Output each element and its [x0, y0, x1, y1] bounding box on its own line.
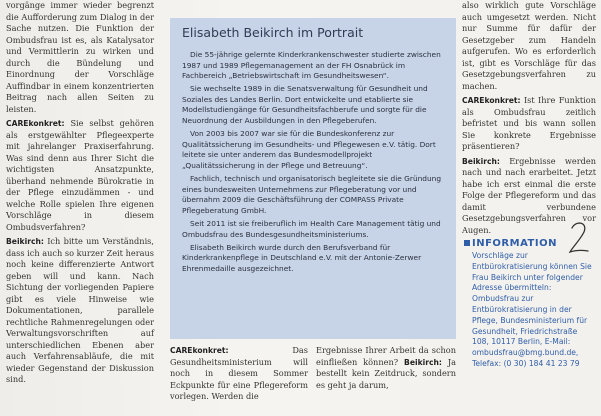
portrait-body [182, 50, 446, 277]
info-bullet-icon [464, 240, 470, 246]
interview-answer-1 [6, 236, 154, 386]
bottom-column-2 [316, 345, 456, 391]
question-label: CAREkonkret: [6, 119, 65, 128]
answer-label: Beikirch: [462, 156, 500, 166]
answer-text: Ich bitte um Verständnis, dass ich auch so kurzer Zeit heraus noch keine differenzierte Antwort geben will und kann. Nach Sichtung der vorliegenden Papiere gibt es viele Hinweise wie Dokumentationen, parallele rechtliche Rahmenregelungen oder Verwaltungsvorschriften auf unterschiedlichen Ebenen aber auch Verfahrensabläufe, die mit wieder Gegenstand der Diskussion sind. [6, 236, 154, 384]
left-column [6, 0, 154, 416]
right-paragraph-1: also wirklich gute Vorschläge auch umgesetzt werden. Nicht nur Summe für dafür der Gesetzgeber zum Handeln aufgerufen. Wo es erforderlich ist, gibt es Vorschläge für das Gesetzgebungsverfahren zu machen. [462, 0, 596, 91]
question-text: Das Gesundheitsministerium will noch in diesem Sommer Eckpunkte für eine Pflegereform vorlegen. Werden die [170, 345, 308, 401]
interview-question-1 [6, 118, 154, 233]
question-text: Sie selbst gehören als erstgewählter Pflegeexperte mit jahrelanger Praxiserfahrung. Was sind denn aus Ihrer Sicht die wichtigsten Ansatzpunkte, überhand nehmende Bürokratie in der Pflege einzudämmen - und welche Rolle spielen Ihre eigenen Vorschläge in diesem Ombudsverfahren? [6, 118, 154, 232]
portrait-paragraph: Elisabeth Beikirch wurde durch den Berufsverband für Kinderkrankenpflege in Deutschland e.V. mit der Antonie-Zerwer Ehrenmedaille ausgezeichnet. [182, 242, 422, 273]
information-text: Vorschläge zur Entbürokratisierung können Sie Frau Beikirch unter folgender Adresse übermitteln: Ombudsfrau zur Entbürokratisierung in der Pflege, Bundesministerium für Gesundheit, Friedrichstraße 108, 10117 Berlin, E-Mail: ombudsfrau@bmg.bund.de, Telefax: (0 30) 184 41 23 79 [472, 251, 592, 368]
question-text: Ist Ihre Funktion als Ombudsfrau zeitlich befristet und bis wann sollen Sie konkrete Ergebnisse präsentieren? [462, 95, 596, 151]
portrait-paragraph: Von 2003 bis 2007 war sie für die Bundeskonferenz zur Qualitätssicherung im Gesundheits- und Pflegewesen e.V. tätig. Dort leitete sie unter anderem das Bundesmodellprojekt „Qualitätssicherung in der Pflege und Betreuung“. [182, 129, 436, 170]
information-title: INFORMATION [472, 238, 557, 249]
left-paragraph-1: vorgänge immer wieder begrenzt die Aufforderung zum Dialog in der Sache nutzen. Die Funktion der Ombudsfrau ist es, als Katalysator und Vermittlerin zu wirken und durch die Bündelung und Einordnung der Vorschläge Auffindbar in einem konzentrierten Beitrag nach allen Seiten zu leisten. [6, 0, 154, 114]
portrait-paragraph: Fachlich, technisch und organisatorisch begleitete sie die Gründung eines bundesweiten Unternehmens zur Pflegeberatung vor und übernahm 2009 die Geschäftsführung der COMPASS Private Pflegeberatung GmbH. [182, 174, 442, 215]
answer-text: Ergebnisse werden nach und nach erarbeitet. Jetzt habe ich erst einmal die erste Folge der Pflegereform und das damit verbundene Gesetzgebungsverfahren vor Augen. [462, 155, 596, 235]
information-box [472, 238, 596, 370]
bottom-column-1 [170, 345, 308, 403]
question-label: CAREkonkret: [170, 346, 229, 355]
portrait-paragraph: Die 55-jährige gelernte Kinderkrankenschwester studierte zwischen 1987 und 1989 Pflegemanagement an der FH Osnabrück im Fachbereich „Betriebswirtschaft im Gesundheitswesen“. [182, 50, 441, 81]
answer-label: Beikirch: [6, 237, 44, 246]
portrait-box [170, 18, 456, 339]
portrait-title: Elisabeth Beikirch im Portrait [182, 25, 364, 40]
answer-label: Beikirch: [404, 357, 442, 367]
answer-text: Ja bestellt kein Zeitdruck, sondern es geht ja darum, [316, 356, 457, 390]
interview-question-2 [462, 95, 596, 153]
portrait-paragraph: Sie wechselte 1989 in die Senatsverwaltung für Gesundheit und Soziales des Landes Berlin. Dort entwickelte und etablierte sie Modellstudiengänge für Gesundheitsfachberufe und sorgte für die Neuordnung der Ausbildungen in den Pflegeberufen. [182, 84, 428, 126]
question-label: CAREkonkret: [462, 96, 521, 105]
question-text-continued: Ergebnisse Ihrer Arbeit da schon einfließen können? [316, 345, 456, 367]
portrait-paragraph: Seit 2011 ist sie freiberuflich im Health Care Management tätig und Ombudsfrau des Bundesgesundheitsministeriums. [182, 218, 441, 239]
